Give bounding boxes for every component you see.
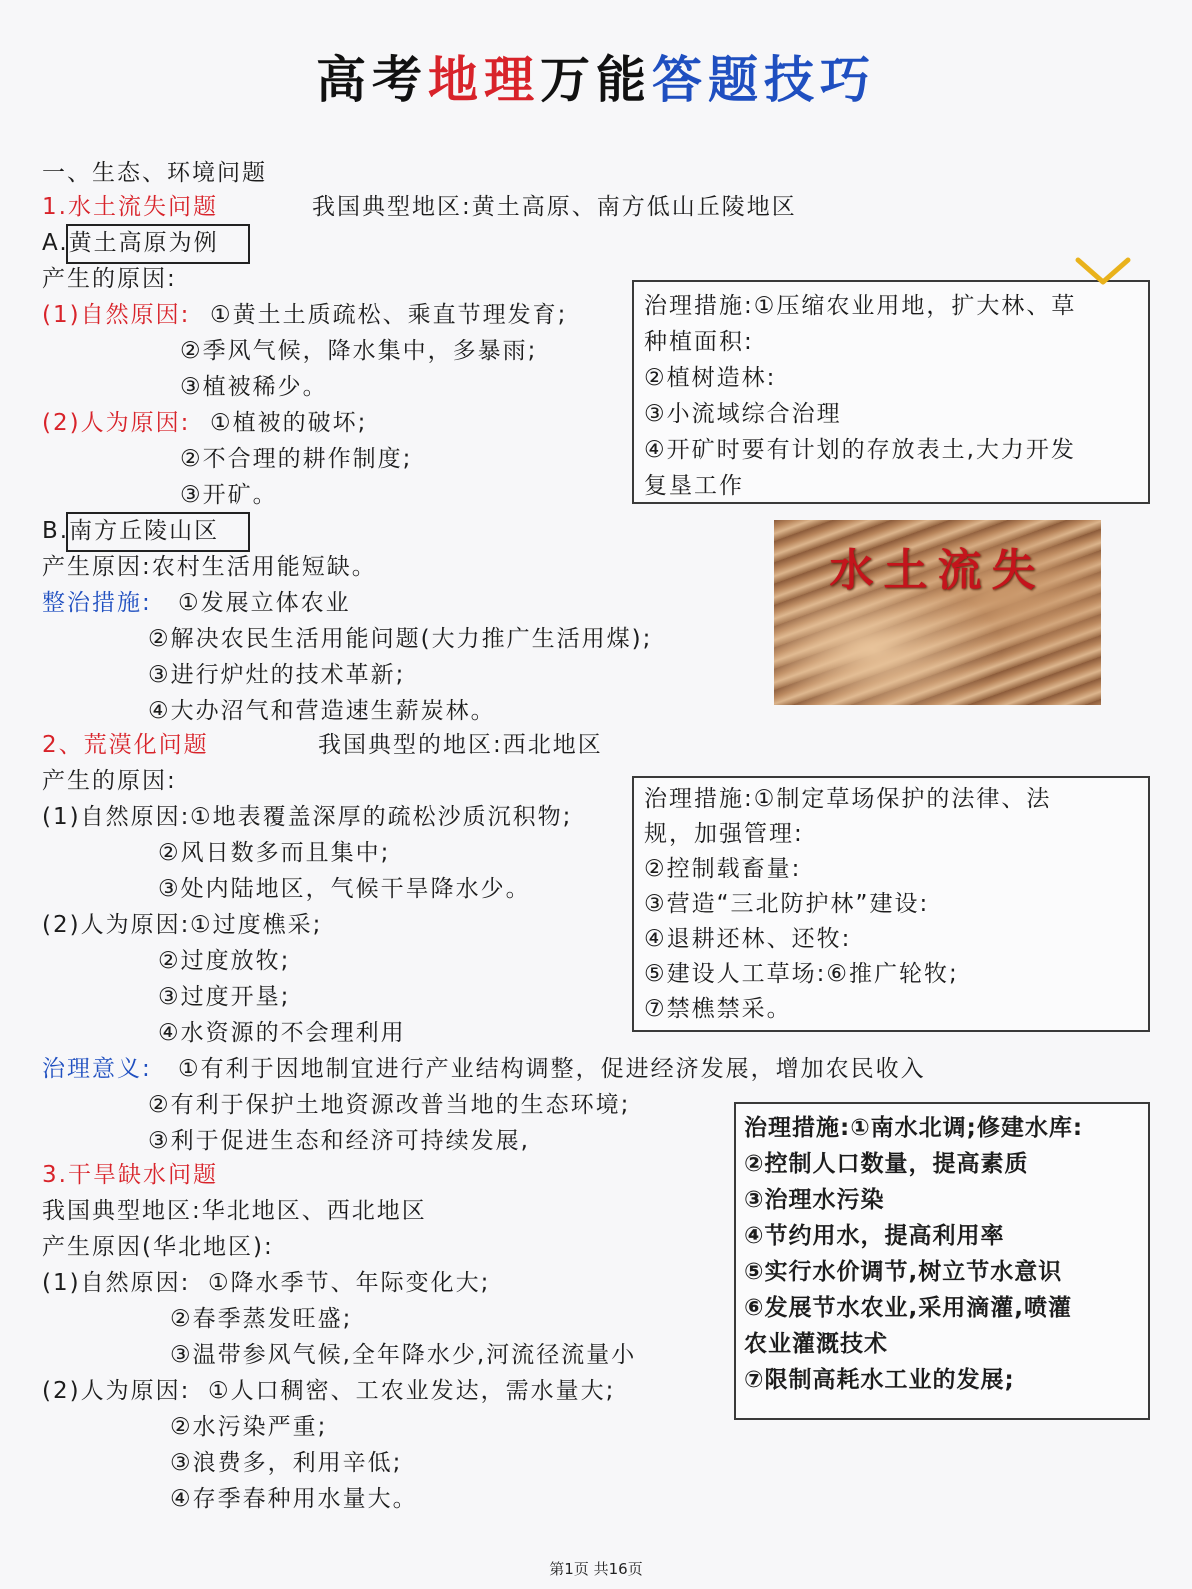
- measure-line: 种植面积:: [644, 329, 754, 355]
- measure-line: ③小流域综合治理: [644, 401, 842, 427]
- southern-measure: ①发展立体农业: [178, 590, 351, 616]
- desertification-human-cause: ①过度樵采;: [190, 912, 323, 938]
- drought-cause-label: 产生原因(华北地区):: [42, 1234, 274, 1260]
- loess-natural-cause: ①黄土土质疏松、乘直节理发育;: [210, 302, 568, 328]
- photo-caption: 水土流失: [829, 545, 1046, 596]
- loess-human-cause: ②不合理的耕作制度;: [180, 446, 413, 472]
- soil-erosion-heading: 1.水土流失问题: [42, 194, 218, 220]
- measure-line: ④节约用水，提高利用率: [744, 1223, 1005, 1249]
- desertification-natural-cause: ①地表覆盖深厚的疏松沙质沉积物;: [190, 804, 573, 830]
- desertification-natural-label: (1)自然原因:: [42, 804, 191, 830]
- southern-cause: 产生原因:农村生活用能短缺。: [42, 554, 377, 580]
- southern-measure: ②解决农民生活用能问题(大力推广生活用煤);: [148, 626, 653, 652]
- soil-erosion-photo: [774, 520, 1101, 705]
- title-part-2: 地理: [428, 51, 540, 109]
- loess-natural-cause: ③植被稀少。: [180, 374, 328, 400]
- desertification-natural-cause: ③处内陆地区，气候干旱降水少。: [158, 876, 531, 902]
- drought-measures-box: [734, 1102, 1150, 1420]
- measure-line: 复垦工作: [644, 473, 744, 499]
- measure-line: ④退耕还林、还牧:: [644, 926, 852, 952]
- drought-human-cause: ②水污染严重;: [170, 1414, 328, 1440]
- desertification-heading: 2、荒漠化问题: [42, 732, 209, 758]
- soil-erosion-typical-region: 我国典型地区:黄土高原、南方低山丘陵地区: [312, 194, 797, 220]
- measure-line: 治理措施:①制定草场保护的法律、法: [644, 786, 1052, 812]
- loess-cause-label: 产生的原因:: [42, 266, 177, 292]
- drought-natural-cause: ①降水季节、年际变化大;: [208, 1270, 491, 1296]
- loess-human-cause: ③开矿。: [180, 482, 278, 508]
- drought-human-cause: ③浪费多，利用辛低;: [170, 1450, 403, 1476]
- title-part-3: 万能: [540, 51, 652, 109]
- page-number: 第1页 共16页: [549, 1560, 643, 1578]
- measure-line: ⑦限制高耗水工业的发展;: [744, 1367, 1015, 1393]
- drought-human-cause: ④存季春种用水量大。: [170, 1486, 418, 1512]
- measure-line: ⑦禁樵禁采。: [644, 996, 792, 1022]
- southern-measure: ④大办沼气和营造速生薪炭林。: [148, 698, 496, 724]
- measure-line: ④开矿时要有计划的存放表土,大力开发: [644, 437, 1076, 463]
- soil-erosion-measures-box: [632, 280, 1150, 504]
- meaning-item: ①有利于因地制宜进行产业结构调整，促进经济发展，增加农民收入: [178, 1056, 926, 1082]
- section-heading: 一、生态、环境问题: [42, 160, 267, 186]
- drought-human-cause: ①人口稠密、工农业发达，需水量大;: [208, 1378, 616, 1404]
- checkmark-decoration-icon: [1074, 254, 1132, 288]
- meaning-label: 治理意义:: [42, 1056, 152, 1082]
- desertification-human-cause: ②过度放牧;: [158, 948, 291, 974]
- measure-line: 治理措施:①南水北调;修建水库:: [744, 1115, 1084, 1141]
- measure-line: ③治理水污染: [744, 1187, 885, 1213]
- loess-title: A.黄土高原为例: [42, 230, 219, 256]
- desertification-measures-box: [632, 776, 1150, 1032]
- page-title: [0, 40, 1192, 112]
- drought-human-label: (2)人为原因:: [42, 1378, 191, 1404]
- loess-human-label: (2)人为原因:: [42, 410, 191, 436]
- measure-line: 治理措施:①压缩农业用地，扩大林、草: [644, 293, 1077, 319]
- measure-line: 规，加强管理:: [644, 821, 804, 847]
- measure-line: ⑥发展节水农业,采用滴灌,喷灌: [744, 1295, 1072, 1321]
- measure-line: ⑤建设人工草场:⑥推广轮牧;: [644, 961, 959, 987]
- measure-line: ②控制载畜量:: [644, 856, 802, 882]
- desertification-human-cause: ④水资源的不会理利用: [158, 1020, 406, 1046]
- loess-natural-cause: ②季风气候，降水集中，多暴雨;: [180, 338, 538, 364]
- drought-natural-label: (1)自然原因:: [42, 1270, 191, 1296]
- drought-typical-region: 我国典型地区:华北地区、西北地区: [42, 1198, 427, 1224]
- meaning-item: ②有利于保护土地资源改普当地的生态环境;: [148, 1092, 631, 1118]
- loess-human-cause: ①植被的破坏;: [210, 410, 368, 436]
- southern-title: B.南方丘陵山区: [42, 518, 220, 544]
- measure-line: ⑤实行水价调节,树立节水意识: [744, 1259, 1063, 1285]
- drought-natural-cause: ③温带参风气候,全年降水少,河流径流量小: [170, 1342, 637, 1368]
- desertification-human-label: (2)人为原因:: [42, 912, 191, 938]
- measure-line: ②植树造林:: [644, 365, 777, 391]
- southern-measure: ③进行炉灶的技术革新;: [148, 662, 406, 688]
- desertification-human-cause: ③过度开垦;: [158, 984, 291, 1010]
- drought-heading: 3.干旱缺水问题: [42, 1162, 218, 1188]
- desertification-natural-cause: ②风日数多而且集中;: [158, 840, 391, 866]
- southern-measures-label: 整治措施:: [42, 590, 152, 616]
- title-part-4: 答题技巧: [652, 51, 876, 109]
- loess-natural-label: (1)自然原因:: [42, 302, 191, 328]
- measure-line: ③营造“三北防护林”建设:: [644, 891, 930, 917]
- desertification-typical-region: 我国典型的地区:西北地区: [318, 732, 603, 758]
- meaning-item: ③利于促进生态和经济可持续发展,: [148, 1128, 530, 1154]
- measure-line: ②控制人口数量，提高素质: [744, 1151, 1029, 1177]
- title-part-1: 高考: [316, 51, 428, 109]
- desertification-cause-label: 产生的原因:: [42, 768, 177, 794]
- measure-line: 农业灌溉技术: [744, 1331, 888, 1357]
- drought-natural-cause: ②春季蒸发旺盛;: [170, 1306, 353, 1332]
